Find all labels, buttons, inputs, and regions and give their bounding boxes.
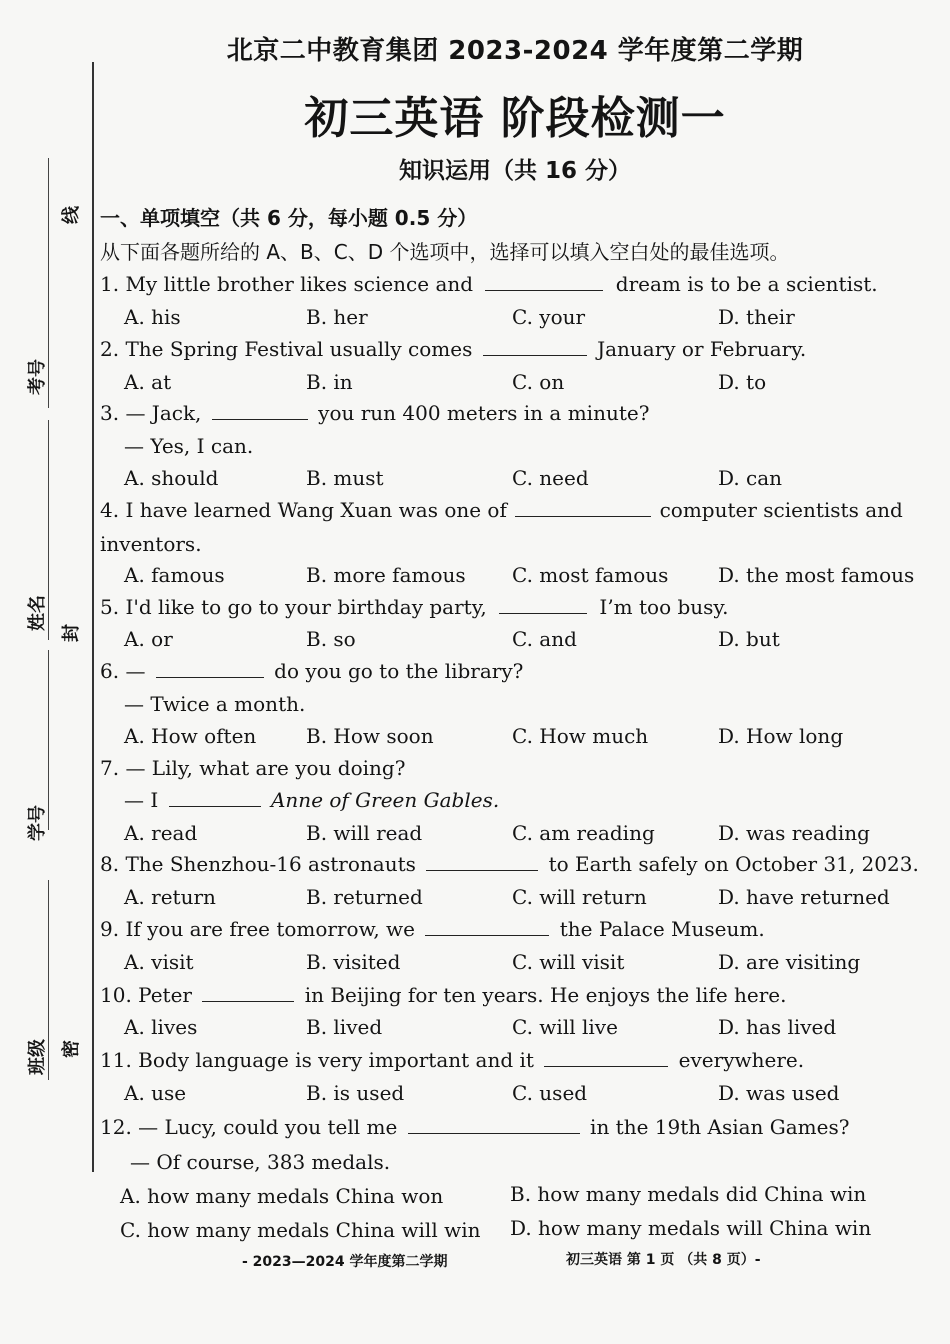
option-c: C. how many medals China will win — [120, 1218, 481, 1242]
option-d: D. but — [718, 627, 780, 651]
option-d: D. their — [718, 305, 795, 329]
answer-blank[interactable] — [169, 788, 261, 807]
answer-blank[interactable] — [156, 659, 264, 678]
footer-page-number: 初三英语 第 1 页 （共 8 页）- — [566, 1252, 761, 1268]
binding-line — [92, 62, 94, 1172]
question-1: 1. My little brother likes science and dream is to be a scientist. — [100, 272, 878, 296]
option-b: B. returned — [306, 885, 423, 909]
option-a: A. return — [124, 885, 216, 909]
question-8: 8. The Shenzhou-16 astronauts to Earth safely on October 31, 2023. — [100, 852, 919, 876]
option-a: A. use — [124, 1081, 187, 1105]
option-b: B. must — [306, 466, 384, 490]
option-d: D. has lived — [718, 1015, 837, 1039]
question-9: 9. If you are free tomorrow, we the Palace Museum. — [100, 917, 765, 941]
option-b: B. will read — [306, 821, 423, 845]
option-a: A. his — [124, 305, 181, 329]
option-d: D. can — [718, 466, 783, 490]
footer-term: - 2023—2024 学年度第二学期 — [242, 1254, 448, 1270]
student-no-label: 学号 — [27, 805, 48, 841]
option-a: A. at — [124, 370, 172, 394]
option-a: A. read — [124, 821, 198, 845]
part-title: 知识运用（共 16 分） — [398, 158, 632, 184]
option-c: C. on — [512, 370, 565, 394]
option-a: A. lives — [124, 1015, 198, 1039]
option-d: D. was used — [718, 1081, 840, 1105]
book-title: Anne of Green Gables. — [270, 788, 500, 812]
option-c: C. will live — [512, 1015, 618, 1039]
option-b: B. how many medals did China win — [510, 1182, 867, 1206]
option-b: B. visited — [306, 950, 401, 974]
option-b: B. in — [306, 370, 353, 394]
option-d: D. to — [718, 370, 767, 394]
option-d: D. the most famous — [718, 563, 915, 587]
question-12-reply: — Of course, 383 medals. — [130, 1150, 391, 1174]
option-d: D. how many medals will China win — [510, 1216, 872, 1240]
option-d: D. have returned — [718, 885, 890, 909]
option-a: A. how many medals China won — [120, 1184, 444, 1208]
option-d: D. are visiting — [718, 950, 861, 974]
answer-blank[interactable] — [408, 1115, 580, 1134]
question-12: 12. — Lucy, could you tell me in the 19th Asian Games? — [100, 1115, 850, 1139]
question-5: 5. I'd like to go to your birthday party, I’m too busy. — [100, 595, 729, 619]
section-instruction: 从下面各题所给的 A、B、C、D 个选项中，选择可以填入空白处的最佳选项。 — [100, 240, 790, 264]
section-title: 一、单项填空（共 6 分，每小题 0.5 分） — [100, 206, 478, 230]
question-4-cont: inventors. — [100, 532, 202, 556]
answer-blank[interactable] — [499, 595, 587, 614]
page-title: 初三英语 阶段检测一 — [304, 93, 726, 144]
option-a: A. or — [124, 627, 173, 651]
option-b: B. her — [306, 305, 368, 329]
answer-blank[interactable] — [425, 917, 549, 936]
seal-mark-secret: 密 — [61, 1040, 82, 1058]
option-d: D. How long — [718, 724, 844, 748]
answer-blank[interactable] — [544, 1048, 668, 1067]
school-header: 北京二中教育集团 2023-2024 学年度第二学期 — [226, 36, 804, 66]
option-a: A. visit — [124, 950, 194, 974]
option-c: C. need — [512, 466, 589, 490]
question-3: 3. — Jack, you run 400 meters in a minute? — [100, 401, 650, 425]
question-6: 6. — do you go to the library? — [100, 659, 524, 683]
option-c: C. and — [512, 627, 577, 651]
answer-blank[interactable] — [483, 337, 587, 356]
option-c: C. used — [512, 1081, 588, 1105]
answer-blank[interactable] — [485, 272, 603, 291]
option-b: B. more famous — [306, 563, 466, 587]
option-b: B. so — [306, 627, 356, 651]
exam-no-label: 考号 — [27, 359, 48, 395]
answer-blank[interactable] — [202, 983, 294, 1002]
option-b: B. is used — [306, 1081, 405, 1105]
question-10: 10. Peter in Beijing for ten years. He enjoys the life here. — [100, 983, 787, 1007]
option-c: C. your — [512, 305, 586, 329]
question-11: 11. Body language is very important and it everywhere. — [100, 1048, 805, 1072]
option-b: B. lived — [306, 1015, 383, 1039]
class-label: 班级 — [27, 1039, 48, 1075]
question-2: 2. The Spring Festival usually comes January or February. — [100, 337, 807, 361]
option-a: A. should — [124, 466, 219, 490]
option-c: C. will visit — [512, 950, 625, 974]
question-4: 4. I have learned Wang Xuan was one of computer scientists and — [100, 498, 903, 522]
question-7-reply: — I Anne of Green Gables. — [124, 788, 500, 812]
answer-blank[interactable] — [426, 852, 538, 871]
option-c: C. will return — [512, 885, 647, 909]
option-a: A. How often — [124, 724, 257, 748]
question-7: 7. — Lily, what are you doing? — [100, 756, 406, 780]
option-a: A. famous — [124, 563, 225, 587]
name-label: 姓名 — [27, 595, 48, 631]
answer-blank[interactable] — [212, 401, 308, 420]
question-6-reply: — Twice a month. — [124, 692, 306, 716]
question-3-reply: — Yes, I can. — [124, 434, 254, 458]
answer-blank[interactable] — [515, 498, 651, 517]
seal-mark-line: 线 — [61, 206, 82, 224]
option-b: B. How soon — [306, 724, 434, 748]
option-d: D. was reading — [718, 821, 870, 845]
seal-mark-seal: 封 — [61, 624, 82, 642]
option-c: C. am reading — [512, 821, 655, 845]
option-c: C. most famous — [512, 563, 669, 587]
option-c: C. How much — [512, 724, 649, 748]
